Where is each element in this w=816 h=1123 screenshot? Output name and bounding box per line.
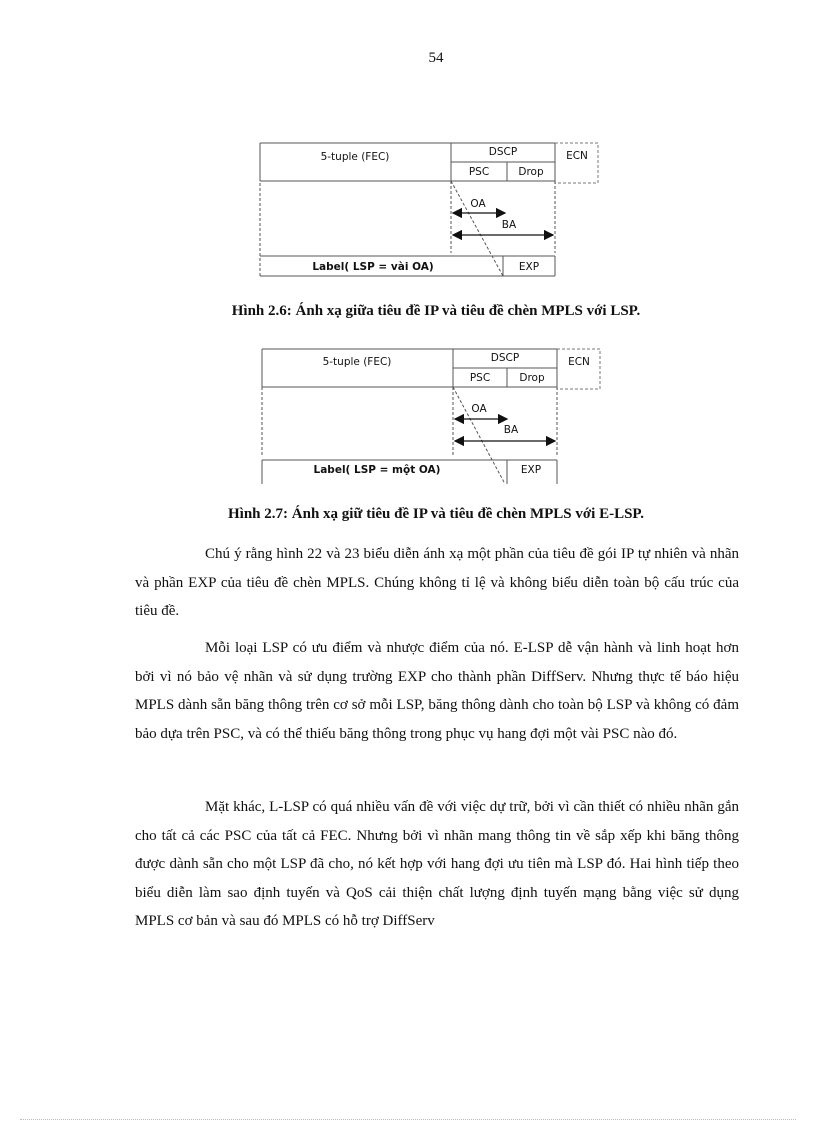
exp-label: EXP — [520, 464, 542, 476]
figure-2-6-caption: Hình 2.6: Ánh xạ giữa tiêu đề IP và tiêu đề chèn MPLS với LSP. — [231, 303, 641, 319]
oa-label: OA — [470, 198, 486, 210]
label-field: Label( LSP = một OA) — [313, 464, 441, 476]
figure-2-7-caption: Hình 2.7: Ánh xạ giữ tiêu đề IP và tiêu đề chèn MPLS với E-LSP. — [228, 506, 644, 522]
label-field: Label( LSP = vài OA) — [312, 261, 434, 273]
drop-label: Drop — [519, 372, 545, 384]
tuple-label: 5-tuple (FEC) — [322, 356, 392, 368]
ba-label: BA — [503, 424, 519, 436]
oa-label: OA — [471, 403, 487, 415]
figure-2-7-diagram — [257, 344, 607, 486]
dscp-label: DSCP — [488, 146, 518, 158]
ecn-label: ECN — [566, 150, 588, 162]
page-bottom-rule — [20, 1119, 796, 1120]
ba-label: BA — [501, 219, 517, 231]
psc-label: PSC — [468, 166, 490, 178]
paragraph-1: Chú ý rằng hình 22 và 23 biểu diễn ánh xạ một phần của tiêu đề gói IP tự nhiên và nhãn và phần EXP của tiêu đề chèn MPLS. Chúng không tỉ lệ và không biểu diễn toàn bộ cấu trúc của tiêu đề. — [135, 546, 739, 619]
ecn-label: ECN — [568, 356, 590, 368]
psc-label: PSC — [469, 372, 491, 384]
figure-2-6-diagram — [255, 138, 605, 280]
page-number: 54 — [428, 50, 444, 66]
paragraph-3: Mặt khác, L-LSP có quá nhiều vấn đề với việc dự trữ, bởi vì cần thiết có nhiều nhãn gắn cho tất cả các PSC của tất cả FEC. Nhưng bởi vì nhãn mang thông tin về sắp xếp khi băng thông được dành sẵn cho một LSP đã cho, nó kết hợp với hang đợi ưu tiên mà LSP đó. Hai hình tiếp theo biểu diễn làm sao định tuyến và QoS cải thiện chất lượng định tuyến mạng bằng việc sử dụng MPLS cơ bản và sau đó MPLS có hỗ trợ DiffServ — [135, 799, 739, 929]
exp-label: EXP — [518, 261, 540, 273]
drop-label: Drop — [518, 166, 544, 178]
paragraph-2: Mỗi loại LSP có ưu điểm và nhược điểm của nó. E-LSP dễ vận hành và linh hoạt hơn bởi vì nó bảo vệ nhãn và sử dụng trường EXP cho thành phần DiffServ. Nhưng thực tế báo hiệu MPLS dành sẵn băng thông trên cơ sở mỗi LSP, băng thông dành cho toàn bộ LSP và không có đảm bảo dựa trên PSC, và có thể thiếu băng thông trong phục vụ hang đợi một vài PSC nào đó. — [135, 640, 739, 742]
dscp-label: DSCP — [490, 352, 520, 364]
tuple-label: 5-tuple (FEC) — [320, 151, 390, 163]
